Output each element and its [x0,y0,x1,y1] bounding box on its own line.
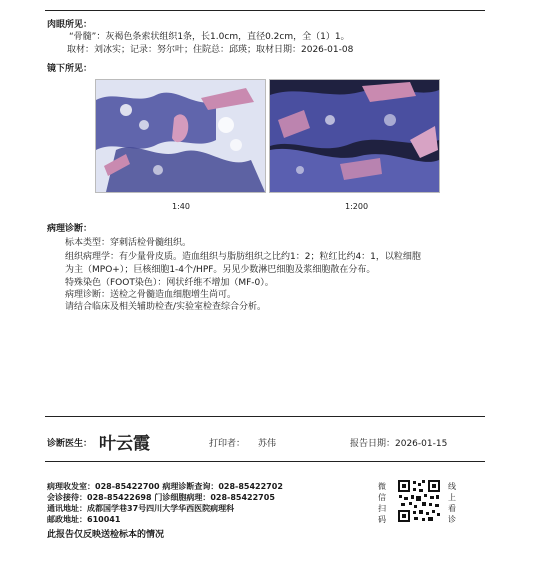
doctor-signature: 叶云霞 [99,434,150,454]
report-disclaimer: 此报告仅反映送检标本的情况 [47,530,165,540]
top-divider [45,10,485,11]
signature-divider-bottom [45,461,485,462]
contact-line: 病理收发室：028-85422700 病理诊断查询：028-85422702 [47,482,283,491]
contact-line: 会诊接待：028-85422698 门诊细胞病理：028-85422705 [47,493,275,502]
micrograph-high-power-label: 1:200 [345,202,369,211]
diagnosis-line: 病理诊断：送检之骨髓造血细胞增生尚可。 [65,290,237,300]
microscopy-heading: 镜下所见： [47,64,93,74]
printer-name: 苏伟 [258,439,277,449]
signature-divider-top [45,416,485,417]
diagnosis-line: 请结合临床及相关辅助检查/实验室检查综合分析。 [65,302,267,312]
diagnosis-heading: 病理诊断： [47,224,93,234]
online-consult-label: 线 上 看 诊 [448,482,456,524]
contact-line: 通讯地址：成都国学巷37号四川大学华西医院病理科 [47,504,235,513]
diagnosis-line: 为主（MPO+）；巨核细胞1-4个/HPF。另见少数淋巴细胞及浆细胞散在分布。 [65,265,376,275]
gross-description: “骨髓”：灰褐色条索状组织1条，长1.0cm，直径0.2cm，全（1）1。 [69,32,350,42]
micrograph-low-power-label: 1:40 [172,202,190,211]
micrograph-high-power [269,79,440,193]
gross-heading: 肉眼所见： [47,20,93,30]
micrograph-low-power [95,79,266,193]
printer-label: 打印者： [209,439,246,449]
contact-line: 邮政地址：610041 [47,515,121,524]
diagnosis-line: 组织病理学：有少量骨皮质。造血组织与脂肪组织之比约1：2；粒红比约4：1，以粒细胞 [65,252,421,262]
gross-sampling-info: 取材：刘冰实；记录：努尔叶；住院总：邱瑛；取材日期：2026-01-08 [67,45,354,55]
doctor-label: 诊断医生： [47,439,93,449]
diagnosis-line: 特殊染色（FOOT染色）：网状纤维不增加（MF-0）。 [65,278,274,288]
qr-code[interactable] [397,479,441,523]
report-date: 报告日期：2026-01-15 [350,439,448,449]
wechat-scan-label: 微 信 扫 码 [378,482,386,524]
diagnosis-line: 标本类型：穿刺活检骨髓组织。 [65,238,192,248]
